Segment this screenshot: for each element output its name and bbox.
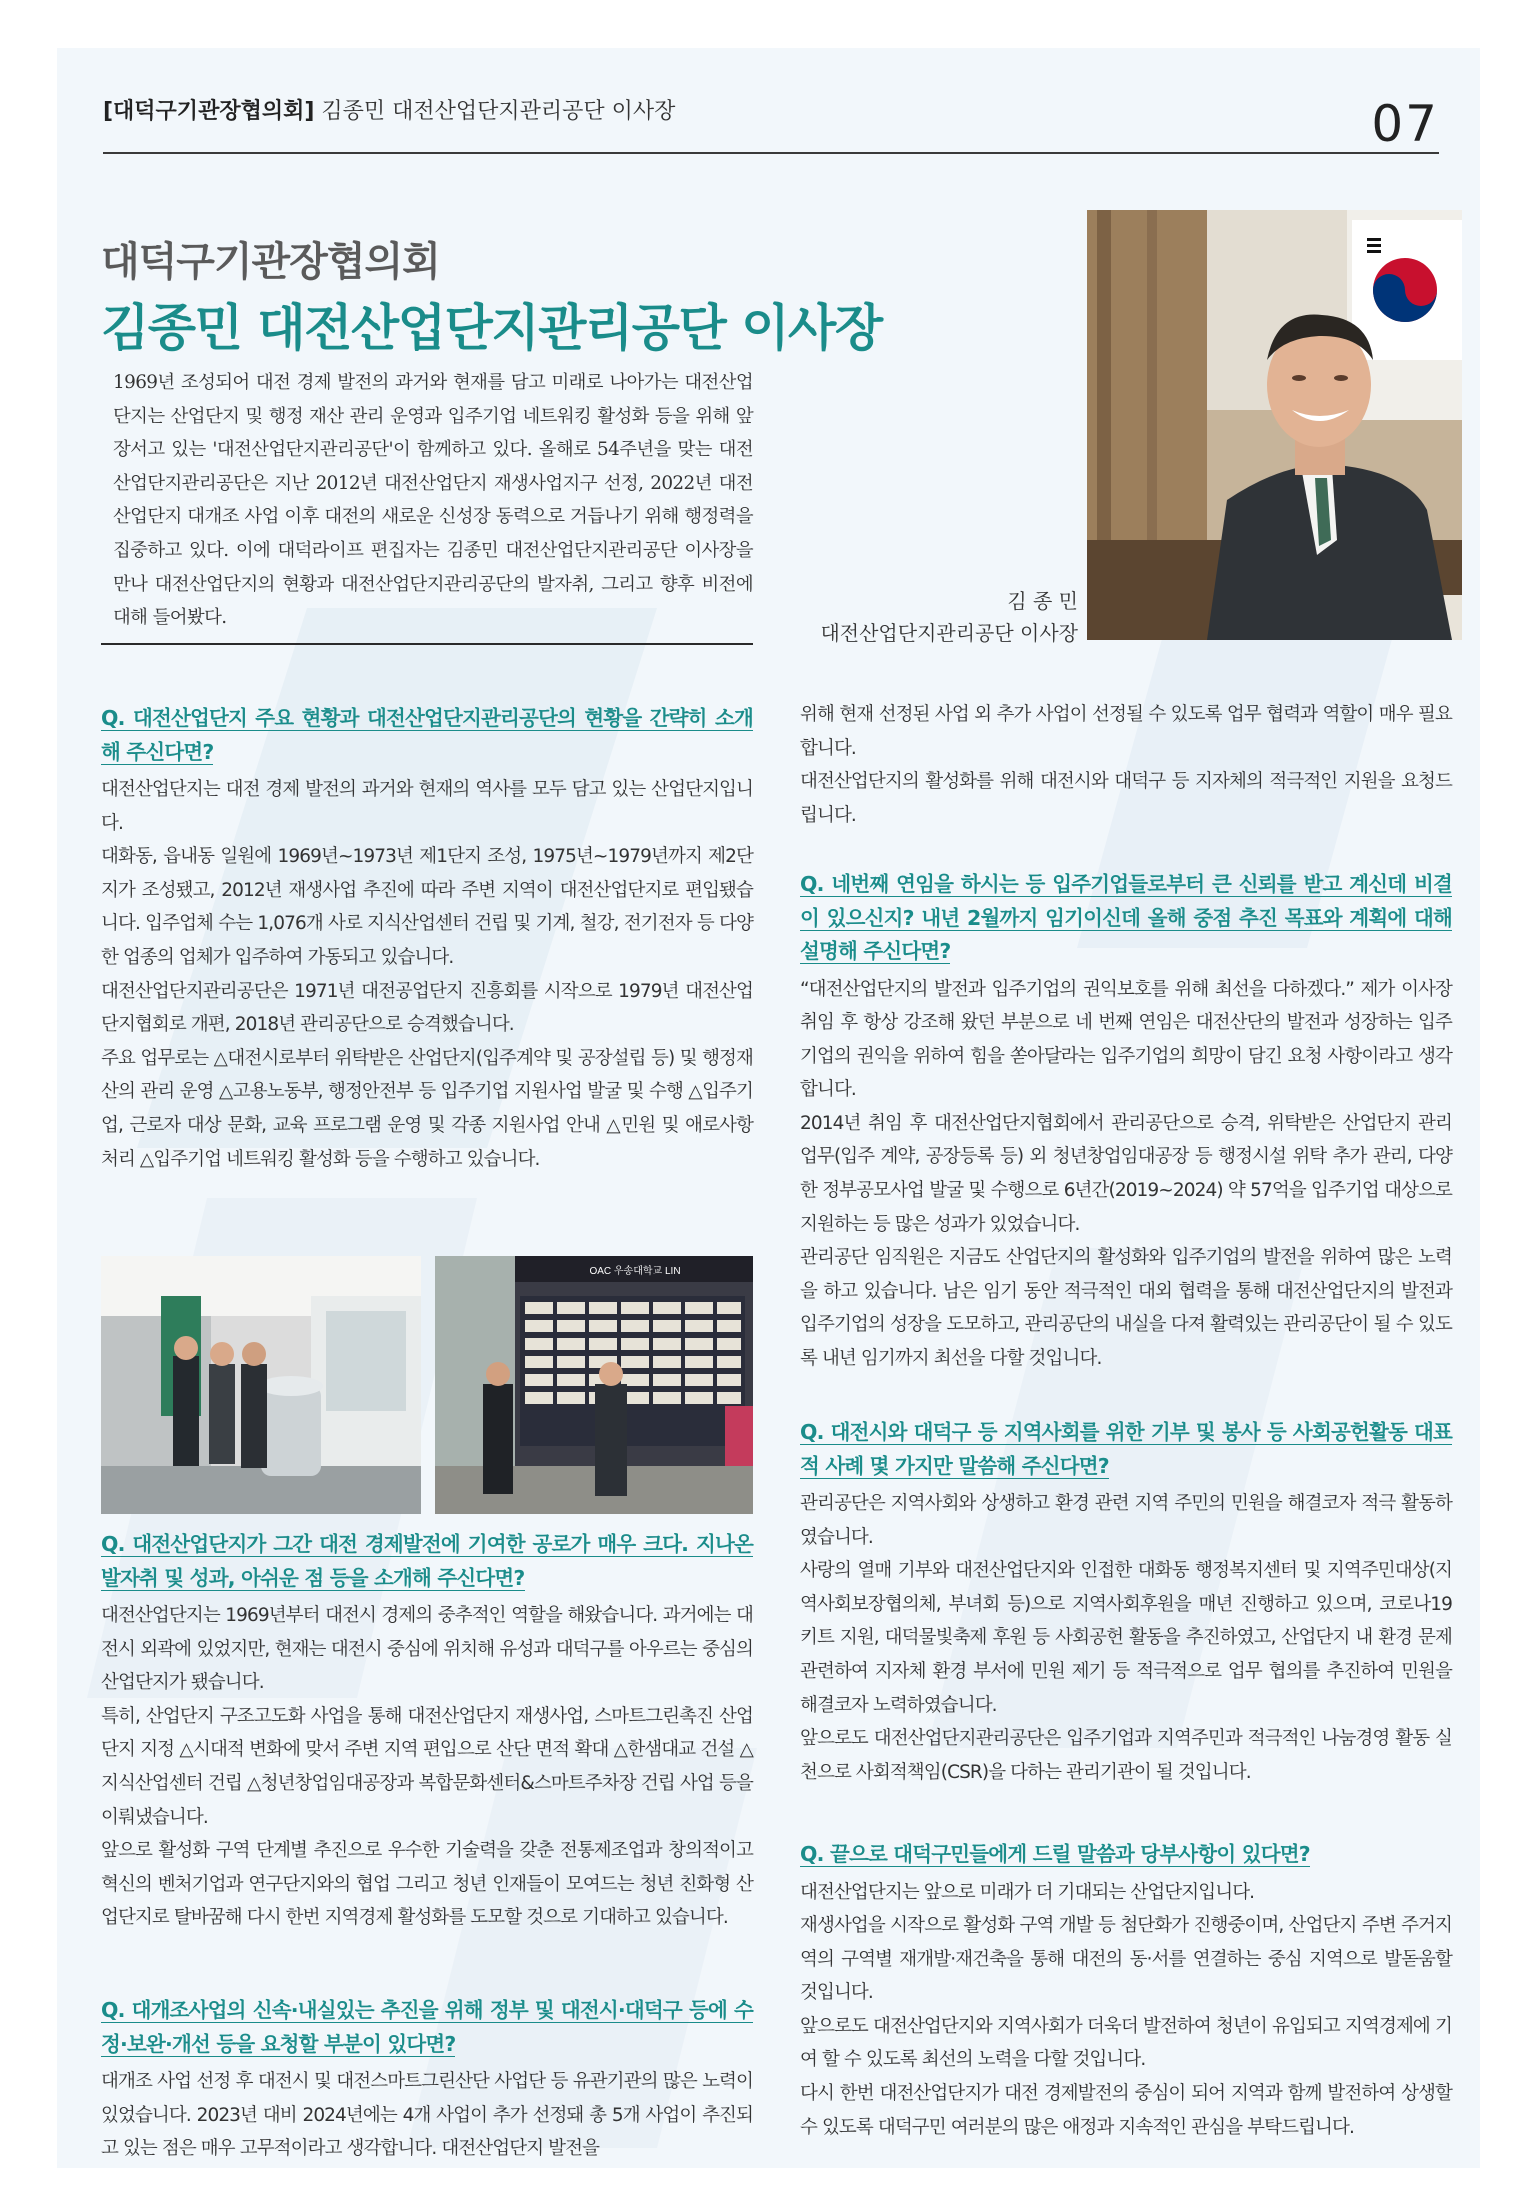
answer-paragraph: 대전산업단지관리공단은 1971년 대전공업단지 진흥회를 시작으로 1979년 대전산업단지협회로 개편, 2018년 관리공단으로 승격했습니다. <box>101 980 753 1036</box>
answer-paragraph: 대화동, 읍내동 일원에 1969년~1973년 제1단지 조성, 1975년~1979년까지 제2단지가 조성됐고, 2012년 재생사업 추진에 따라 주변 지역이 대전산업단지로 편입됐습니다. 입주업체 수는 1,076개 사로 지식산업센터 건립 및 기계, 철강, 전기전자 등 다양한 업종의 업체가 입주하여 가동되고 있습니다. <box>101 846 753 968</box>
org-title: 대덕구기관장협의회 <box>101 239 440 285</box>
portrait-photo <box>1087 210 1462 640</box>
answer-paragraph: 대전산업단지의 활성화를 위해 대전시와 대덕구 등 지자체의 적극적인 지원을 요청드립니다. <box>800 771 1452 826</box>
qa-block-q6 <box>800 1838 1452 2144</box>
question-q1: Q. 대전산업단지 주요 현황과 대전산업단지관리공단의 현황을 간략히 소개해 주신다면? <box>101 706 753 764</box>
answer-q6 <box>800 1876 1452 2145</box>
page-number: 07 <box>1371 95 1439 153</box>
answer-paragraph: 관리공단은 지역사회와 상생하고 환경 관련 지역 주민의 민원을 해결코자 적극 활동하였습니다. <box>800 1493 1452 1548</box>
intro-paragraph: 1969년 조성되어 대전 경제 발전의 과거와 현재를 담고 미래로 나아가는 대전산업단지는 산업단지 및 행정 재산 관리 운영과 입주기업 네트워킹 활성화 등을 위해 앞장서고 있는 '대전산업단지관리공단'이 함께하고 있다. 올해로 54주년을 맞는 대전산업단지관리공단은 지난 2012년 대전산업단지 재생사업지구 선정, 2022년 대전산업단지 대개조 사업 이후 대전의 새로운 신성장 동력으로 거듭나기 위해 행정력을 집중하고 있다. 이에 대덕라이프 편집자는 김종민 대전산업단지관리공단 이사장을 만나 대전산업단지의 현황과 대전산업단지관리공단의 발자취, 그리고 향후 비전에 대해 들어봤다. <box>113 372 753 629</box>
building-sign: OAC 우송대학교 LIN <box>589 1266 681 1277</box>
question-q5: Q. 대전시와 대덕구 등 지역사회를 위한 기부 및 봉사 등 사회공헌활동 대표적 사례 몇 가지만 말씀해 주신다면? <box>800 1420 1452 1478</box>
question-q6: Q. 끝으로 대덕구민들에게 드릴 말씀과 당부사항이 있다면? <box>800 1842 1310 1866</box>
answer-paragraph: 대전산업단지는 대전 경제 발전의 과거와 현재의 역사를 모두 담고 있는 산업단지입니다. <box>101 779 753 834</box>
answer-paragraph: 앞으로도 대전산업단지관리공단은 입주기업과 지역주민과 적극적인 나눔경영 활동 실천으로 사회적책임(CSR)을 다하는 관리기관이 될 것입니다. <box>800 1728 1452 1783</box>
header-title <box>103 96 675 128</box>
header-bracket-label: [대덕구기관장협의회] <box>103 99 315 124</box>
answer-paragraph: 앞으로도 대전산업단지와 지역사회가 더욱더 발전하여 청년이 유입되고 지역경제에 기여 할 수 있도록 최선의 노력을 다할 것입니다. <box>800 2015 1452 2071</box>
answer-paragraph: 사랑의 열매 기부와 대전산업단지와 인접한 대화동 행정복지센터 및 지역주민대상(지역사회보장협의체, 부녀회 등)으로 지역사회후원을 매년 진행하고 있으며, 코로나19 키트 지원, 대덕물빛축제 후원 등 사회공헌 활동을 추진하였고, 산업단지 내 환경 문제 관련하여 지자체 환경 부서에 민원 제기 등 적극적으로 업무 협의를 추진하여 민원을 해결코자 노력하였습니다. <box>800 1560 1452 1716</box>
qa-block-q2 <box>101 1528 753 1935</box>
answer-paragraph: 대전산업단지는 1969년부터 대전시 경제의 중추적인 역할을 해왔습니다. 과거에는 대전시 외곽에 있었지만, 현재는 대전시 중심에 위치해 유성과 대덕구를 아우르는 중심의 산업단지가 됐습니다. <box>101 1605 753 1694</box>
intro-divider <box>101 643 753 645</box>
answer-paragraph: 대전산업단지는 앞으로 미래가 더 기대되는 산업단지입니다. <box>800 1881 1255 1903</box>
answer-paragraph: 주요 업무로는 △대전시로부터 위탁받은 산업단지(입주계약 및 공장설립 등) 및 행정재산의 관리 운영 △고용노동부, 행정안전부 등 입주기업 지원사업 발굴 및 수행 △입주기업, 근로자 대상 문화, 교육 프로그램 운영 및 각종 지원사업 안내 △민원 및 애로사항 처리 △입주기업 네트워킹 활성화 등을 수행하고 있습니다. <box>101 1047 753 1170</box>
answer-q1 <box>101 773 753 1176</box>
answer-q5 <box>800 1487 1452 1789</box>
visit-photo-building <box>435 1256 753 1514</box>
qa-block-q1 <box>101 702 753 1176</box>
answer-paragraph: 2014년 취임 후 대전산업단지협회에서 관리공단으로 승격, 위탁받은 산업단지 관리 업무(입주 계약, 공장등록 등) 외 청년창업임대공장 등 행정시설 위탁 추가 관리, 다양한 정부공모사업 발굴 및 수행으로 6년간(2019~2024) 약 57억을 입주기업 대상으로 지원하는 등 많은 성과가 있었습니다. <box>800 1112 1452 1235</box>
answer-paragraph: “대전산업단지의 발전과 입주기업의 권익보호를 위해 최선을 다하겠다.” 제가 이사장 취임 후 항상 강조해 왔던 부분으로 네 번째 연임은 대전산단의 발전과 성장하는 입주기업의 권익을 위하여 힘을 쏟아달라는 입주기업의 희망이 담긴 요청 사항이라고 생각합니다. <box>800 978 1452 1101</box>
answer-paragraph: 관리공단 임직원은 지금도 산업단지의 활성화와 입주기업의 발전을 위하여 많은 노력을 하고 있습니다. 남은 임기 동안 적극적인 대외 협력을 통해 대전산업단지의 발전과 입주기업의 성장을 도모하고, 관리공단의 내실을 다져 활력있는 관리공단이 될 수 있도록 내년 임기까지 최선을 다할 것입니다. <box>800 1247 1452 1370</box>
question-q4: Q. 네번째 연임을 하시는 등 입주기업들로부터 큰 신뢰를 받고 계신데 비결이 있으신지? 내년 2월까지 임기이신데 올해 중점 추진 목표와 계획에 대해 설명해 주신다면? <box>800 872 1452 963</box>
qa-block-q3 <box>101 1994 753 2166</box>
question-q3: Q. 대개조사업의 신속·내실있는 추진을 위해 정부 및 대전시·대덕구 등에 수정·보완·개선 등을 요청할 부분이 있다면? <box>101 1998 753 2056</box>
answer-paragraph: 앞으로 활성화 구역 단계별 추진으로 우수한 기술력을 갖춘 전통제조업과 창의적이고 혁신의 벤처기업과 연구단지와의 협업 그리고 청년 인재들이 모여드는 청년 친화형 산업단지로 탈바꿈해 다시 한번 지역경제 활성화를 도모할 것으로 기대하고 있습니다. <box>101 1840 753 1929</box>
main-title: 김종민 대전산업단지관리공단 이사장 <box>101 299 882 357</box>
header-subject: 김종민 대전산업단지관리공단 이사장 <box>321 99 676 124</box>
answer-q4 <box>800 973 1452 1376</box>
qa-block-q5 <box>800 1416 1452 1789</box>
caption-role: 대전산업단지관리공단 이사장 <box>820 621 1078 645</box>
visit-photo-factory <box>101 1256 421 1514</box>
portrait-caption <box>820 585 1078 649</box>
answer-paragraph: 특히, 산업단지 구조고도화 사업을 통해 대전산업단지 재생사업, 스마트그린촉진 산업단지 지정 △시대적 변화에 맞서 주변 지역 편입으로 산단 면적 확대 △한샘대교 건설 △지식산업센터 건립 △청년창업임대공장과 복합문화센터&스마트주차장 건립 사업 등을 이뤄냈습니다. <box>101 1705 753 1828</box>
qa-block-q3-continued <box>800 698 1452 832</box>
answer-paragraph: 재생사업을 시작으로 활성화 구역 개발 등 첨단화가 진행중이며, 산업단지 주변 주거지역의 구역별 재개발·재건축을 통해 대전의 동·서를 연결하는 중심 지역으로 발돋움할 것입니다. <box>800 1915 1452 2004</box>
qa-block-q4 <box>800 868 1452 1376</box>
magazine-page <box>57 48 1480 2168</box>
answer-paragraph: 위해 현재 선정된 사업 외 추가 사업이 선정될 수 있도록 업무 협력과 역할이 매우 필요합니다. <box>800 704 1452 759</box>
answer-q3-part1: 대개조 사업 선정 후 대전시 및 대전스마트그린산단 사업단 등 유관기관의 많은 노력이 있었습니다. 2023년 대비 2024년에는 4개 사업이 추가 선정돼 총 5개 사업이 추진되고 있는 점은 매우 고무적이라고 생각합니다. 대전산업단지 발전을 <box>101 2071 753 2160</box>
caption-name: 김 종 민 <box>1007 589 1078 613</box>
running-header <box>103 96 1439 154</box>
answer-paragraph: 다시 한번 대전산업단지가 대전 경제발전의 중심이 되어 지역과 함께 발전하여 상생할 수 있도록 대덕구민 여러분의 많은 애정과 지속적인 관심을 부탁드립니다. <box>800 2083 1452 2138</box>
answer-q2 <box>101 1599 753 1935</box>
question-q2: Q. 대전산업단지가 그간 대전 경제발전에 기여한 공로가 매우 크다. 지나온 발자취 및 성과, 아쉬운 점 등을 소개해 주신다면? <box>101 1532 753 1590</box>
answer-q3-part2 <box>800 698 1452 832</box>
